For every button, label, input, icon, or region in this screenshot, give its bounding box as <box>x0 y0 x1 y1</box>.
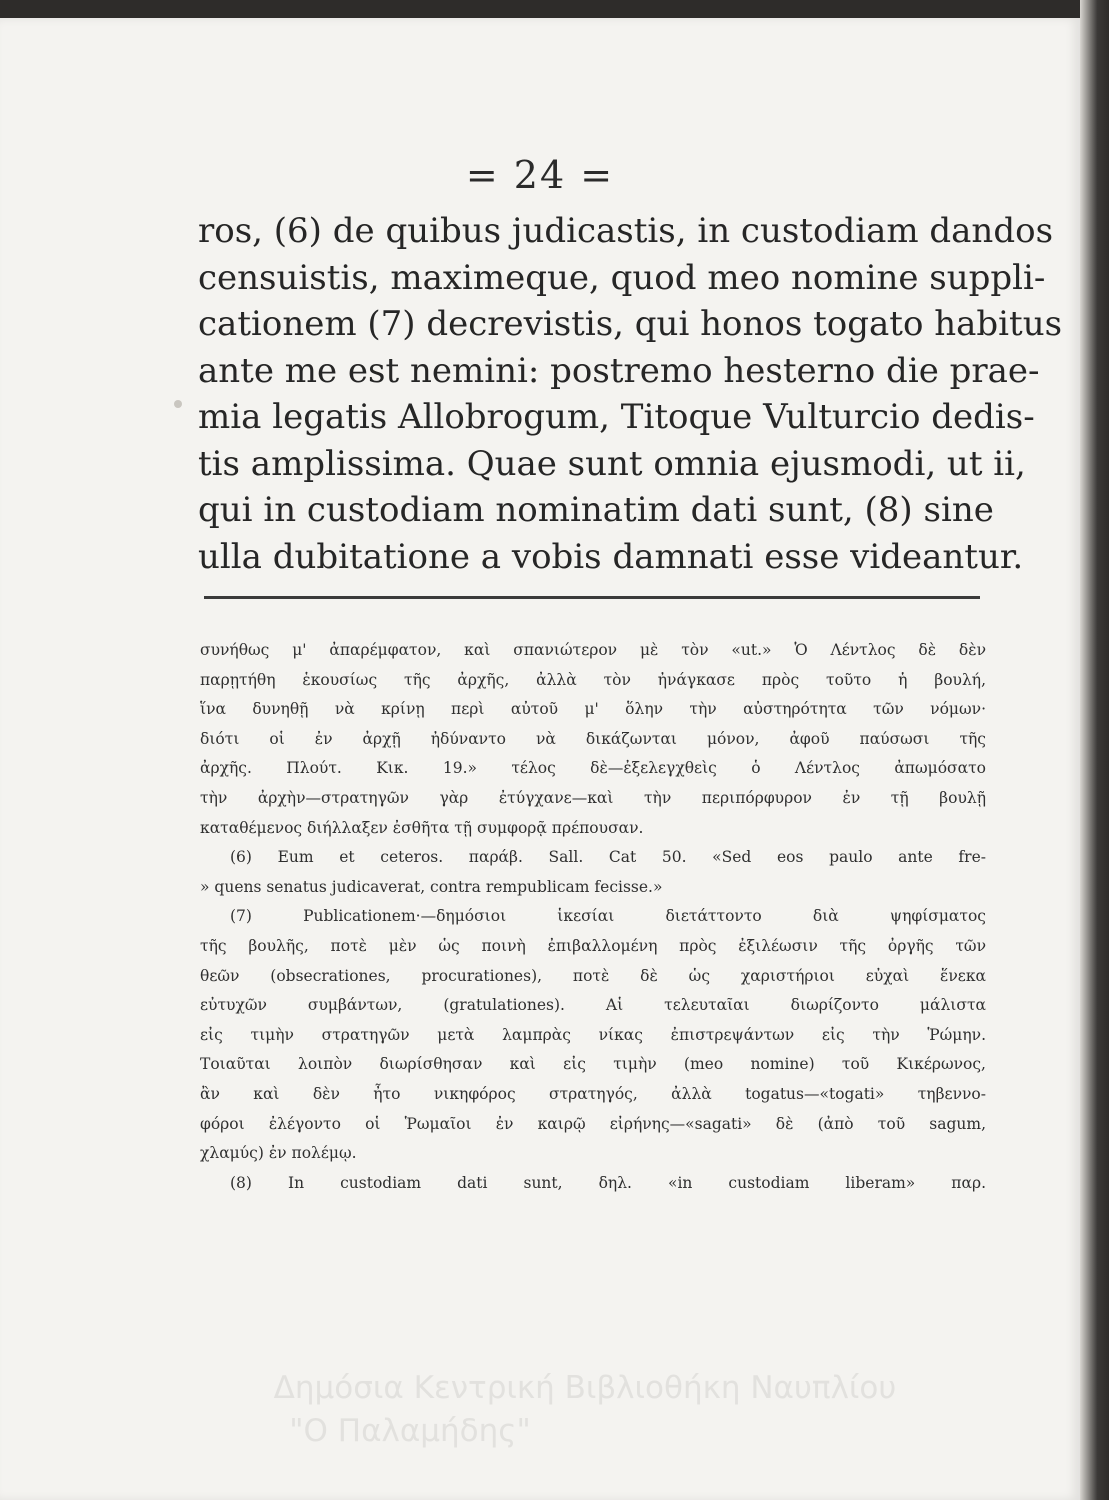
text-line: censuistis, maximeque, quod meo nomine suppli- <box>198 257 1046 298</box>
footnote-line: καταθέμενος διήλλαξεν ἐσθῆτα τῇ συμφορᾷ πρέπουσαν. <box>200 818 644 837</box>
library-watermark: Δημόσια Κεντρική Βιβλιοθήκη Ναυπλίου <box>273 1370 897 1406</box>
footnote-7-line: Τοιαῦται λοιπὸν διωρίσθησαν καὶ εἰς τιμὴν (meo nomine) τοῦ Κικέρωνος, <box>200 1055 986 1074</box>
main-latin-text <box>198 208 1063 580</box>
text-line: tis amplissima. Quae sunt omnia ejusmodi, ut ii, <box>198 443 1026 484</box>
footnote-line: ἀρχῆς. Πλούτ. Κικ. 19.» τέλος δὲ—ἐξελεγχθεὶς ὁ Λέντλος ἀπωμόσατο <box>200 759 986 778</box>
text-line: qui in custodiam nominatim dati sunt, (8) sine <box>198 490 994 530</box>
margin-mark <box>174 400 182 408</box>
footnote-7-line: ἂν καὶ δὲν ἦτο νικηφόρος στρατηγός, ἀλλὰ togatus—«togati» τηβεννο- <box>200 1084 986 1103</box>
footnote-7-line: χλαμύς) ἐν πολέμῳ. <box>200 1144 357 1163</box>
footnote-line: τὴν ἀρχὴν—στρατηγῶν γὰρ ἐτύγχανε—καὶ τὴν περιπόρφυρον ἐν τῇ βουλῇ <box>200 788 986 807</box>
footnote-6-line: (6) Eum et ceteros. παράβ. Sall. Cat 50. «Sed eos paulo ante fre- <box>230 848 986 867</box>
scan-right-edge <box>1080 0 1109 1500</box>
footnote-line: παρῃτήθη ἑκουσίως τῆς ἀρχῆς, ἀλλὰ τὸν ἠνάγκασε πρὸς τοῦτο ἡ βουλή, <box>200 670 986 689</box>
text-line: ante me est nemini: postremo hesterno die prae- <box>198 350 1040 391</box>
footnote-separator-rule <box>204 596 980 599</box>
book-page <box>0 18 1080 1500</box>
scan-top-border <box>0 0 1109 18</box>
footnote-7-line: (7) Publicationem·—δημόσιοι ἱκεσίαι διετάττοντο διὰ ψηφίσματος <box>230 907 986 926</box>
footnote-7-line: θεῶν (obsecrationes, procurationes), ποτὲ δὲ ὡς χαριστήριοι εὐχαὶ ἕνεκα <box>200 966 986 985</box>
footnote-line: συνήθως μ' ἀπαρέμφατον, καὶ σπανιώτερον μὲ τὸν «ut.» Ὁ Λέντλος δὲ δὲν <box>200 641 986 659</box>
footnote-7-line: φόροι ἐλέγοντο οἱ Ῥωμαῖοι ἐν καιρῷ εἰρήνης—«sagati» δὲ (ἀπὸ τοῦ sagum, <box>200 1114 986 1133</box>
text-line: cationem (7) decrevistis, qui honos togato habitus <box>198 304 1063 344</box>
footnote-6-line: » quens senatus judicaverat, contra rempublicam fecisse.» <box>200 877 663 896</box>
footnote-8-line: (8) In custodiam dati sunt, δηλ. «in custodiam liberam» παρ. <box>230 1173 986 1192</box>
footnotes <box>200 636 986 1198</box>
text-line: ros, (6) de quibus judicastis, in custodiam dandos <box>198 211 1054 251</box>
footnote-7-line: εὐτυχῶν συμβάντων, (gratulationes). Αἱ τελευταῖαι διωρίζοντο μάλιστα <box>200 996 986 1015</box>
text-line: mia legatis Allobrogum, Titoque Vulturcio dedis- <box>198 397 1035 437</box>
footnote-line: διότι οἱ ἐν ἀρχῇ ἠδύναντο νὰ δικάζωνται μόνον, ἀφοῦ παύσωσι τῆς <box>200 729 986 748</box>
footnote-line: ἵνα δυνηθῇ νὰ κρίνῃ περὶ αὐτοῦ μ' ὅλην τὴν αὐστηρότητα τῶν νόμων· <box>200 700 986 719</box>
text-line: ulla dubitatione a vobis damnati esse videantur. <box>198 536 1024 577</box>
library-watermark-subtitle: "Ο Παλαμήδης" <box>289 1413 531 1449</box>
page-number: = 24 = <box>465 153 615 197</box>
footnote-7-line: τῆς βουλῆς, ποτὲ μὲν ὡς ποινὴ ἐπιβαλλομένη πρὸς ἐξιλέωσιν τῆς ὀργῆς τῶν <box>200 936 986 955</box>
footnote-7-line: εἰς τιμὴν στρατηγῶν μετὰ λαμπρὰς νίκας ἐπιστρεψάντων εἰς τὴν Ῥώμην. <box>200 1025 986 1044</box>
